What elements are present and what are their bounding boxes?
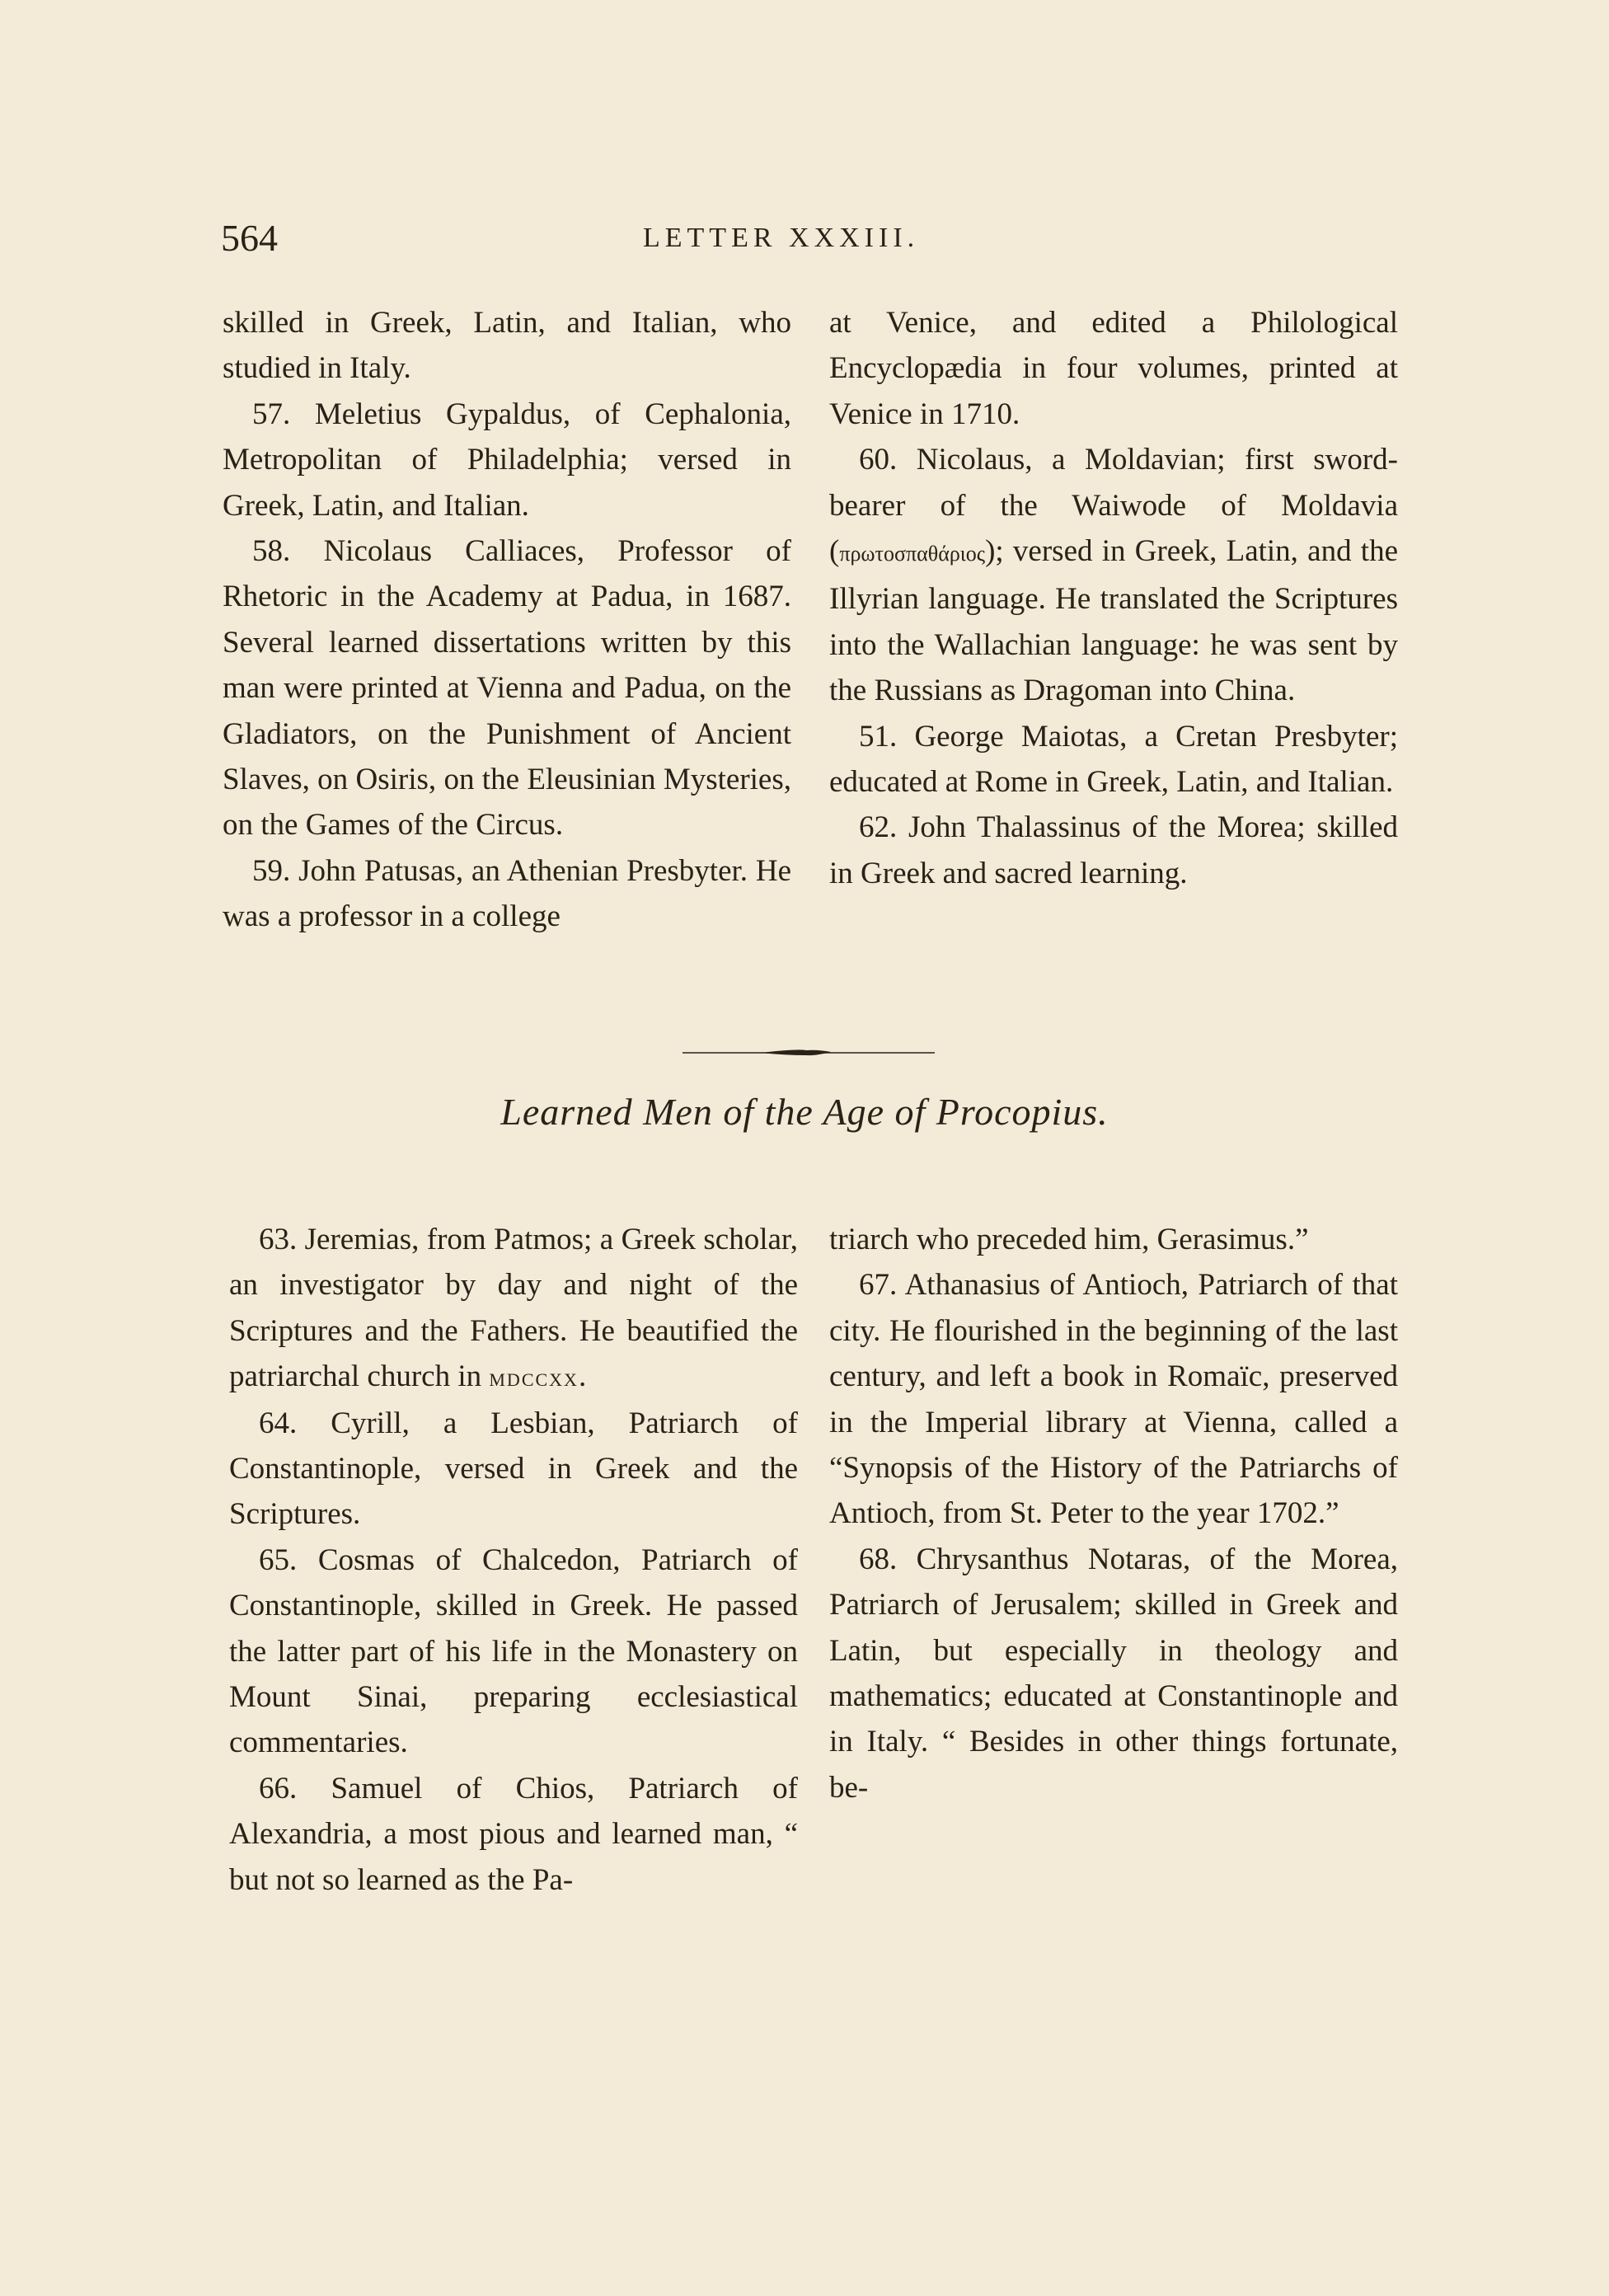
- bottom-left-column: [229, 1217, 798, 1903]
- entry-63-text-b: .: [578, 1359, 587, 1394]
- entry-60: [829, 437, 1398, 713]
- entry-60-greek-term: πρωτοσπαθάριος: [839, 542, 986, 566]
- top-right-column: [829, 300, 1398, 896]
- entry-68: 68. Chrysanthus Notaras, of the Morea, Patriarch of Jerusalem; skilled in Greek and Latin, but especially in theology and mathematics; educated at Constantinople and in Italy. “ Besides in other things fortunate, be-: [829, 1542, 1398, 1805]
- entry-63-text-a: 63. Jeremias, from Patmos; a Greek scholar, an investigator by day and night of the Scriptures and the Fathers. He beautified the patriarchal church in: [229, 1223, 798, 1394]
- ornamental-divider: [683, 1047, 935, 1059]
- section-heading: Learned Men of the Age of Procopius.: [500, 1091, 1109, 1133]
- entry-63: [229, 1217, 798, 1401]
- entry-58: 58. Nicolaus Calliaces, Professor of Rhetoric in the Academy at Padua, in 1687. Several learned dissertations written by this man were printed at Vienna and Padua, on the Gladiators, on the Punishment of Ancient Slaves, on Osiris, on the Eleusinian Mysteries, on the Games of the Circus.: [223, 534, 791, 843]
- entry-60-text-a: 60. Nicolaus, a Moldavian; first sword-bearer of the Waiwode of Moldavia (: [829, 443, 1398, 569]
- entry-61: 51. George Maiotas, a Cretan Presbyter; educated at Rome in Greek, Latin, and Italian.: [829, 719, 1398, 800]
- entry-57: 57. Meletius Gypaldus, of Cephalonia, Metropolitan of Philadelphia; versed in Greek, Latin, and Italian.: [223, 397, 791, 523]
- entry-59-continuation: at Venice, and edited a Philological Encyclopædia in four volumes, printed at Venice in 1710.: [829, 306, 1398, 431]
- bottom-right-column: [829, 1217, 1398, 1810]
- entry-62: 62. John Thalassinus of the Morea; skilled in Greek and sacred learning.: [829, 810, 1398, 890]
- top-left-column: [223, 300, 791, 940]
- entry-56-continuation: skilled in Greek, Latin, and Italian, who studied in Italy.: [223, 306, 791, 386]
- entry-65: 65. Cosmas of Chalcedon, Patriarch of Constantinople, skilled in Greek. He passed the latter part of his life in the Monastery on Mount Sinai, preparing ecclesiastical commentaries.: [229, 1542, 798, 1760]
- entry-60-text-b: ); versed in Greek, Latin, and the Illyrian language. He translated the Scriptures into the Wallachian language: he was sent by the Russians as Dragoman into China.: [829, 534, 1398, 708]
- page-number: 564: [221, 217, 278, 259]
- entry-59: 59. John Patusas, an Athenian Presbyter. He was a professor in a college: [223, 853, 791, 934]
- running-title: LETTER XXXIII.: [643, 223, 920, 253]
- entry-67: 67. Athanasius of Antioch, Patriarch of that city. He flourished in the beginning of the last century, and left a book in Romaïc, preserved in the Imperial library at Vienna, called a “Synopsis of the History of the Patriarchs of Antioch, from St. Peter to the year 1702.”: [829, 1268, 1398, 1531]
- entry-66: 66. Samuel of Chios, Patriarch of Alexandria, a most pious and learned man, “ but not so learned as the Pa-: [229, 1771, 798, 1897]
- page-header: [221, 216, 1400, 265]
- entry-63-year: mdccxx: [489, 1362, 579, 1392]
- entry-66-continuation: triarch who preceded him, Gerasimus.”: [829, 1223, 1309, 1256]
- entry-64: 64. Cyrill, a Lesbian, Patriarch of Constantinople, versed in Greek and the Scriptures.: [229, 1406, 798, 1532]
